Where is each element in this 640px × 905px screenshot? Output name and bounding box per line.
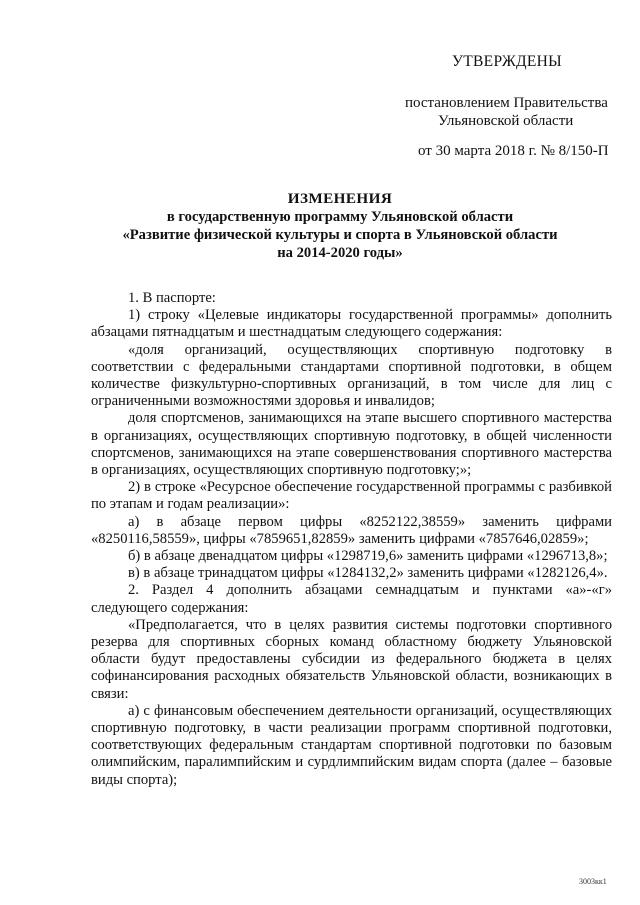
paragraph-9: 2. Раздел 4 дополнить абзацами семнадцатым и пунктами «а»-«г» следующего содержания: xyxy=(91,582,612,616)
paragraph-11: а) с финансовым обеспечением деятельности организаций, осуществляющих спортивную подготовку, в части реализации программ спортивной подготовки, соответствующих федеральным стандартам спортивной подготовки по базовым олимпийским, паралимпийским и сурдлимпийским видам спорта (далее – базовые виды спорта); xyxy=(91,702,612,788)
paragraph-10: «Предполагается, что в целях развития системы подготовки спортивного резерва для спортивных сборных команд областному бюджету Ульяновской области будут предоставлены субсидии из федерального бюджета в целях софинансирования расходных обязательств Ульяновской области, возникающих в связи: xyxy=(91,616,612,702)
paragraph-5: 2) в строке «Ресурсное обеспечение государственной программы с разбивкой по этапам и годам реализации»: xyxy=(91,479,612,513)
heading-line-2: «Развитие физической культуры и спорта в Ульяновской области xyxy=(122,227,558,243)
heading-line-1: в государственную программу Ульяновской области xyxy=(166,209,514,225)
paragraph-4: доля спортсменов, занимающихся на этапе высшего спортивного мастерства в организациях, осуществляющих спортивную подготовку, в общей численности спортсменов, занимающихся на этапе совершенствования спортивного мастерства в организациях, осуществляющих спортивную подготовку;»; xyxy=(91,410,612,479)
approval-line-1: постановлением Правительства xyxy=(405,95,608,111)
approval-title: УТВЕРЖДЕНЫ xyxy=(452,53,562,70)
document-body xyxy=(91,290,612,789)
paragraph-7: б) в абзаце двенадцатом цифры «1298719,6» заменить цифрами «1296713,8»; xyxy=(128,548,608,565)
approval-date-number: от 30 марта 2018 г. № 8/150-П xyxy=(418,143,609,159)
paragraph-1: 1. В паспорте: xyxy=(128,290,216,306)
paragraph-3: «доля организаций, осуществляющих спортивную подготовку в соответствии с федеральными стандартами спортивной подготовки, в общем количестве физкультурно-спортивных организаций, в том числе для лиц с ограниченными возможностями здоровья и инвалидов; xyxy=(91,341,612,410)
heading-main: ИЗМЕНЕНИЯ xyxy=(287,190,393,207)
approval-line-2: Ульяновской области xyxy=(438,113,574,129)
heading-line-3: на 2014-2020 годы» xyxy=(277,245,403,261)
paragraph-2: 1) строку «Целевые индикаторы государственной программы» дополнить абзацами пятнадцатым и шестнадцатым следующего содержания: xyxy=(91,307,612,341)
paragraph-6: а) в абзаце первом цифры «8252122,38559» заменить цифрами «8250116,58559», цифры «7859651,82859» заменить цифрами «7857646,02859»; xyxy=(91,513,612,547)
footer-code: 3003кк1 xyxy=(579,877,607,886)
document-heading xyxy=(60,190,620,262)
paragraph-8: в) в абзаце тринадцатом цифры «1284132,2» заменить цифрами «1282126,4». xyxy=(128,565,608,582)
